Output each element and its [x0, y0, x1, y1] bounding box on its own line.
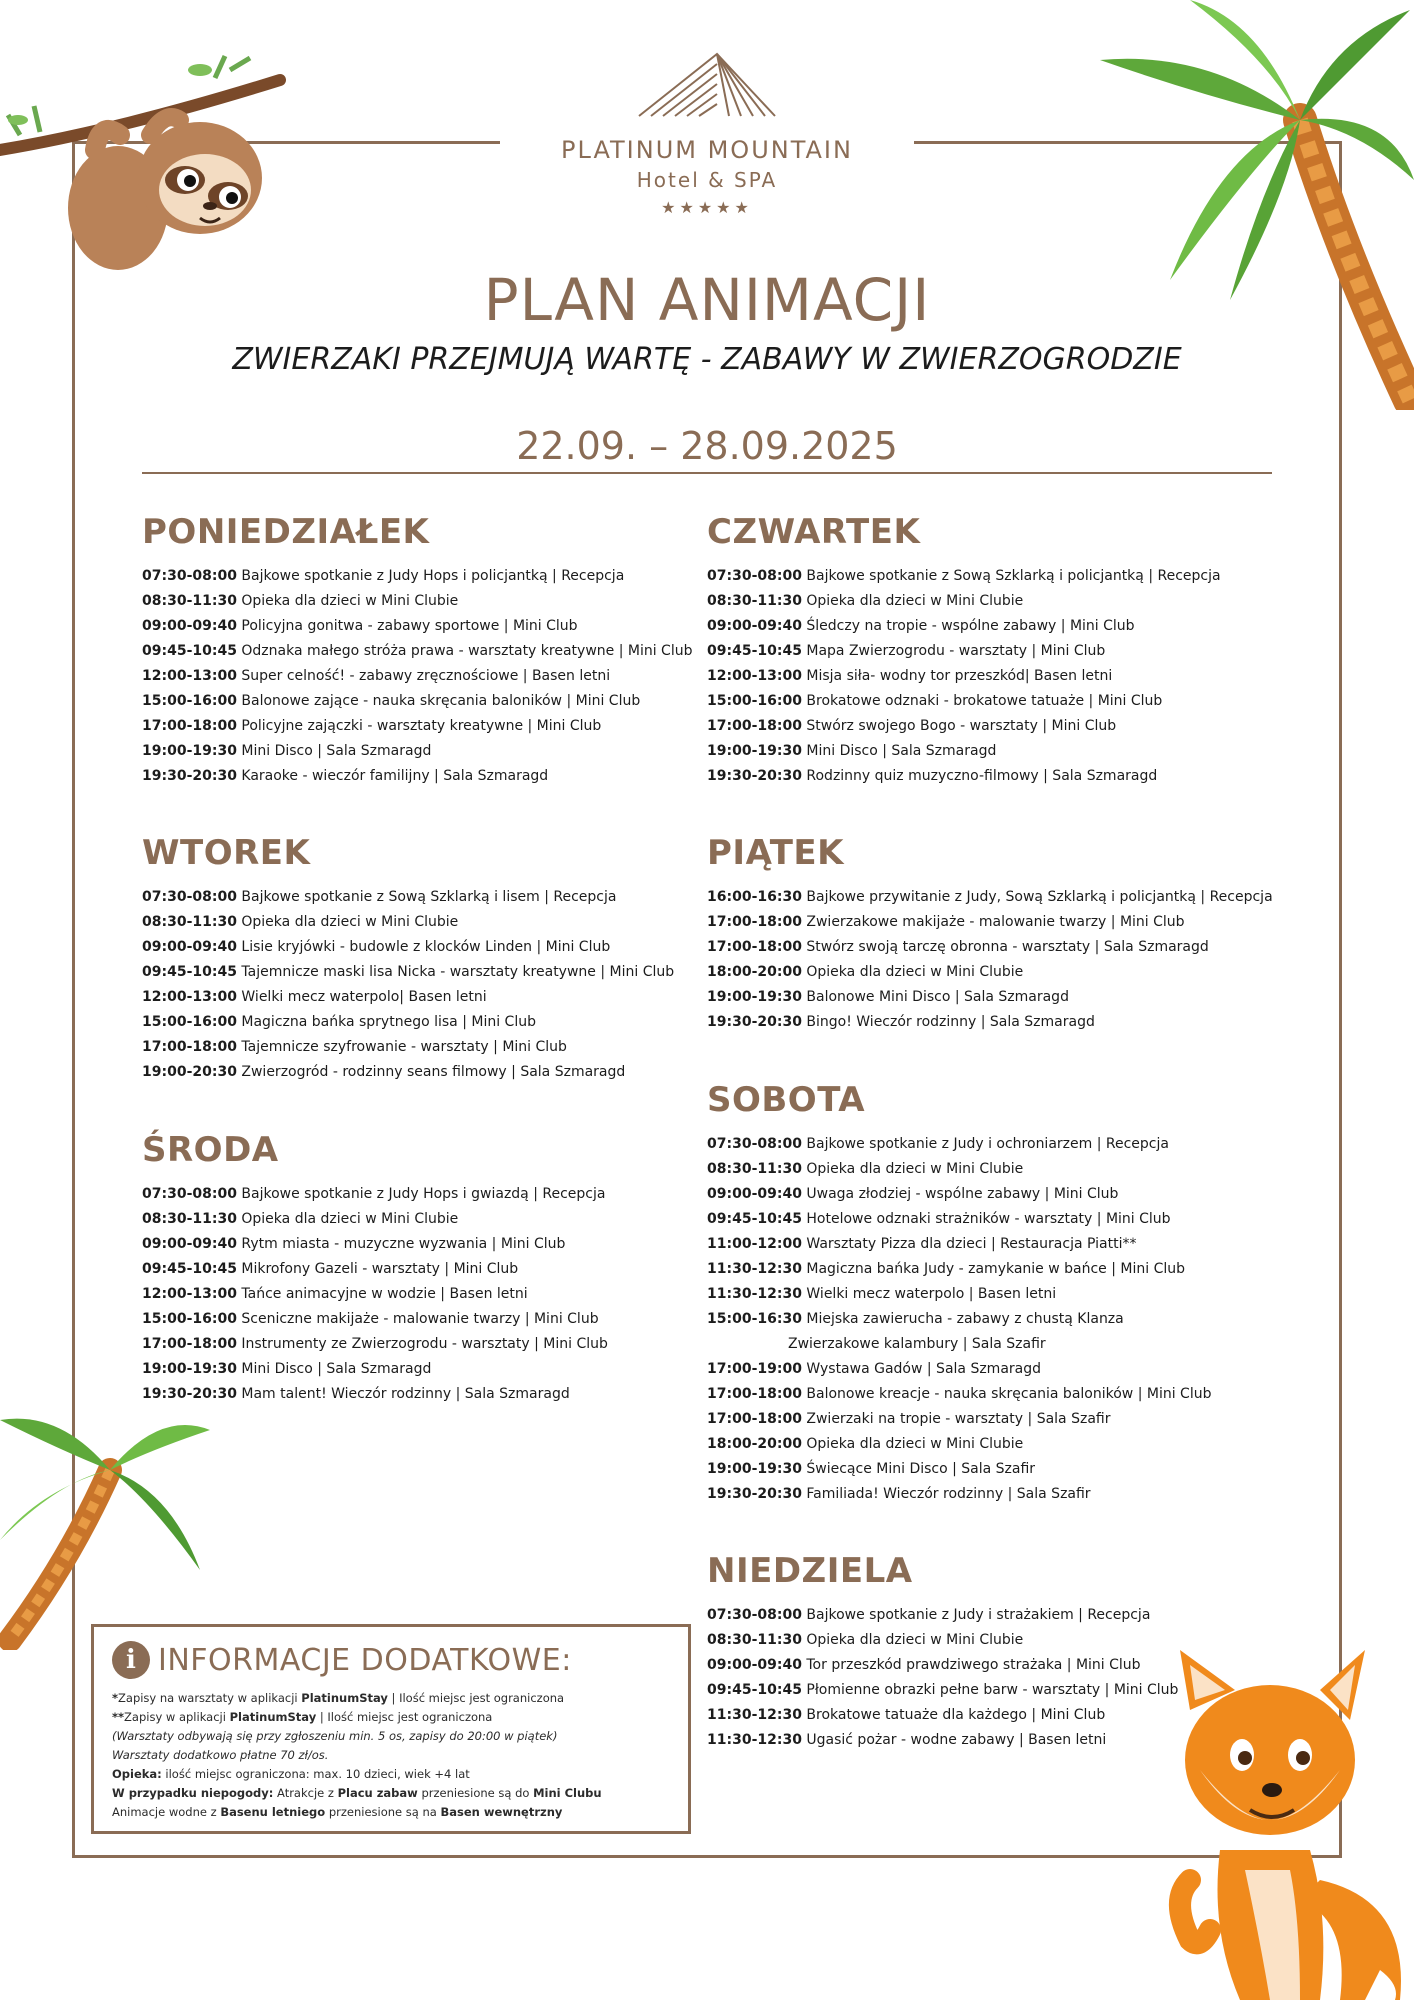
schedule-row — [707, 764, 1297, 789]
event-description: Opieka dla dzieci w Mini Clubie — [236, 1211, 459, 1227]
palm-tree-small-illustration — [0, 1390, 210, 1650]
day-thursday — [707, 512, 1297, 789]
event-time: 17:00-18:00 — [707, 1411, 802, 1427]
event-description: Tajemnicze szyfrowanie - warsztaty | Mini Club — [236, 1039, 567, 1055]
schedule-row — [707, 935, 1297, 960]
event-time: 19:30-20:30 — [142, 1386, 237, 1402]
event-time: 19:30-20:30 — [707, 768, 802, 784]
info-line-1: *Zapisy na warsztaty w aplikacji PlatinumStay | Ilość miejsc jest ograniczona — [112, 1691, 565, 1705]
event-time: 19:00-19:30 — [707, 1461, 802, 1477]
day-wednesday — [142, 1130, 732, 1407]
day-heading: PIĄTEK — [707, 833, 845, 873]
event-description: Tajemnicze maski lisa Nicka - warsztaty kreatywne | Mini Club — [236, 964, 675, 980]
event-time: 19:00-19:30 — [707, 743, 802, 759]
schedule-row — [142, 689, 732, 714]
event-time: 09:00-09:40 — [707, 1657, 802, 1673]
event-description: Policyjna gonitwa - zabawy sportowe | Mini Club — [236, 618, 578, 634]
event-description: Opieka dla dzieci w Mini Clubie — [801, 1632, 1024, 1648]
day-heading: ŚRODA — [142, 1130, 279, 1170]
day-saturday — [707, 1080, 1297, 1507]
event-description: Rytm miasta - muzyczne wyzwania | Mini Club — [236, 1236, 566, 1252]
info-line-3: (Warsztaty odbywają się przy zgłoszeniu min. 5 os, zapisy do 20:00 w piątek) — [112, 1729, 558, 1743]
event-description: Opieka dla dzieci w Mini Clubie — [236, 593, 459, 609]
schedule-row — [142, 910, 732, 935]
event-time: 17:00-18:00 — [707, 939, 802, 955]
day-heading: CZWARTEK — [707, 512, 921, 552]
event-description: Zwierzakowe kalambury | Sala Szafir — [788, 1336, 1046, 1352]
schedule-row — [707, 1678, 1297, 1703]
schedule-row — [707, 1257, 1297, 1282]
info-line-5: Opieka: ilość miejsc ograniczona: max. 10 dzieci, wiek +4 lat — [112, 1767, 470, 1781]
event-description: Rodzinny quiz muzyczno-filmowy | Sala Szmaragd — [801, 768, 1158, 784]
event-description: Misja siła- wodny tor przeszkód| Basen letni — [801, 668, 1113, 684]
event-time: 17:00-18:00 — [142, 1039, 237, 1055]
event-time: 11:00-12:00 — [707, 1236, 802, 1252]
schedule-row — [707, 960, 1297, 985]
schedule-row — [707, 1382, 1297, 1407]
schedule-row — [142, 639, 732, 664]
schedule-row — [707, 1703, 1297, 1728]
schedule-row — [707, 1357, 1297, 1382]
event-time: 08:30-11:30 — [142, 593, 237, 609]
event-description: Brokatowe odznaki - brokatowe tatuaże | Mini Club — [801, 693, 1163, 709]
event-description: Bajkowe spotkanie z Judy i strażakiem | Recepcja — [801, 1607, 1151, 1623]
page-subtitle: ZWIERZAKI PRZEJMUJĄ WARTĘ - ZABAWY W ZWIERZOGRODZIE — [232, 342, 1182, 377]
event-time: 16:00-16:30 — [707, 889, 802, 905]
event-description: Stwórz swoją tarczę obronna - warsztaty | Sala Szmaragd — [801, 939, 1209, 955]
event-description: Bajkowe spotkanie z Judy Hops i gwiazdą | Recepcja — [236, 1186, 606, 1202]
info-header — [112, 1641, 670, 1679]
event-description: Mam talent! Wieczór rodzinny | Sala Szmaragd — [236, 1386, 570, 1402]
page-title: PLAN ANIMACJI — [483, 266, 931, 334]
schedule-row — [142, 764, 732, 789]
event-description: Mini Disco | Sala Szmaragd — [801, 743, 997, 759]
hotel-logo — [560, 52, 854, 218]
event-description: Bajkowe spotkanie z Sową Szklarką i policjantką | Recepcja — [801, 568, 1221, 584]
event-description: Tor przeszkód prawdziwego strażaka | Mini Club — [801, 1657, 1141, 1673]
info-line-4: Warsztaty dodatkowo płatne 70 zł/os. — [112, 1748, 329, 1762]
schedule-row — [707, 1432, 1297, 1457]
event-time: 07:30-08:00 — [142, 889, 237, 905]
event-time: 19:00-20:30 — [142, 1064, 237, 1080]
schedule-row — [707, 1728, 1297, 1753]
schedule-list — [142, 564, 732, 789]
schedule-row — [707, 1457, 1297, 1482]
event-time: 09:00-09:40 — [707, 618, 802, 634]
event-description: Instrumenty ze Zwierzogrodu - warsztaty | Mini Club — [236, 1336, 608, 1352]
event-time: 09:00-09:40 — [142, 939, 237, 955]
event-description: Świecące Mini Disco | Sala Szafir — [801, 1461, 1036, 1477]
schedule-row — [142, 664, 732, 689]
info-line-7: Animacje wodne z Basenu letniego przeniesione są na Basen wewnętrzny — [112, 1805, 563, 1819]
schedule-row — [707, 1307, 1297, 1332]
event-description: Karaoke - wieczór familijny | Sala Szmaragd — [236, 768, 549, 784]
event-time: 19:00-19:30 — [142, 743, 237, 759]
schedule-row — [707, 1603, 1297, 1628]
event-time: 18:00-20:00 — [707, 964, 802, 980]
schedule-row — [707, 1157, 1297, 1182]
schedule-row — [707, 1182, 1297, 1207]
schedule-row — [707, 614, 1297, 639]
day-heading: NIEDZIELA — [707, 1551, 913, 1591]
schedule-row — [142, 1282, 732, 1307]
event-time: 19:00-19:30 — [707, 989, 802, 1005]
schedule-row — [707, 664, 1297, 689]
event-description: Brokatowe tatuaże dla każdego | Mini Club — [801, 1707, 1106, 1723]
event-description: Policyjne zajączki - warsztaty kreatywne | Mini Club — [236, 718, 602, 734]
schedule-row — [142, 1060, 732, 1085]
event-time: 17:00-18:00 — [142, 1336, 237, 1352]
event-description: Wielki mecz waterpolo | Basen letni — [801, 1286, 1057, 1302]
event-description: Opieka dla dzieci w Mini Clubie — [801, 1436, 1024, 1452]
event-time: 09:00-09:40 — [142, 618, 237, 634]
event-time: 18:00-20:00 — [707, 1436, 802, 1452]
schedule-row — [707, 910, 1297, 935]
event-description: Opieka dla dzieci w Mini Clubie — [236, 914, 459, 930]
event-time: 09:45-10:45 — [142, 1261, 237, 1277]
event-time: 12:00-13:00 — [142, 668, 237, 684]
event-time: 09:45-10:45 — [142, 964, 237, 980]
event-description: Tańce animacyjne w wodzie | Basen letni — [236, 1286, 528, 1302]
event-description: Mikrofony Gazeli - warsztaty | Mini Club — [236, 1261, 519, 1277]
schedule-row — [707, 714, 1297, 739]
event-time: 17:00-19:00 — [707, 1361, 802, 1377]
schedule-row — [142, 1382, 732, 1407]
schedule-row — [142, 1035, 732, 1060]
schedule-row — [142, 564, 732, 589]
event-description: Mini Disco | Sala Szmaragd — [236, 1361, 432, 1377]
event-time: 09:45-10:45 — [707, 643, 802, 659]
schedule-row — [707, 1010, 1297, 1035]
schedule-row — [142, 960, 732, 985]
event-time: 12:00-13:00 — [707, 668, 802, 684]
schedule-row — [142, 985, 732, 1010]
day-friday — [707, 833, 1297, 1035]
event-description: Zwierzakowe makijaże - malowanie twarzy | Mini Club — [801, 914, 1185, 930]
event-time: 15:00-16:00 — [142, 1311, 237, 1327]
day-heading: PONIEDZIAŁEK — [142, 512, 430, 552]
event-description: Bajkowe spotkanie z Judy i ochroniarzem | Recepcja — [801, 1136, 1169, 1152]
schedule-row — [142, 1257, 732, 1282]
schedule-list — [707, 885, 1297, 1035]
event-time: 19:30-20:30 — [707, 1014, 802, 1030]
schedule-row — [707, 639, 1297, 664]
schedule-row — [707, 1482, 1297, 1507]
event-time: 07:30-08:00 — [142, 1186, 237, 1202]
day-heading: SOBOTA — [707, 1080, 866, 1120]
schedule-row — [142, 739, 732, 764]
schedule-row — [707, 689, 1297, 714]
event-description: Stwórz swojego Bogo - warsztaty | Mini Club — [801, 718, 1117, 734]
schedule-row — [707, 1653, 1297, 1678]
day-heading: WTOREK — [142, 833, 311, 873]
event-time: 11:30-12:30 — [707, 1732, 802, 1748]
event-time: 15:00-16:30 — [707, 1311, 802, 1327]
hotel-subtitle: Hotel & SPA — [636, 168, 778, 192]
schedule-row — [707, 589, 1297, 614]
event-time: 07:30-08:00 — [707, 568, 802, 584]
schedule-row — [707, 985, 1297, 1010]
event-time: 11:30-12:30 — [707, 1707, 802, 1723]
event-description: Płomienne obrazki pełne barw - warsztaty | Mini Club — [801, 1682, 1179, 1698]
event-time: 19:30-20:30 — [707, 1486, 802, 1502]
event-description: Hotelowe odznaki strażników - warsztaty | Mini Club — [801, 1211, 1171, 1227]
event-time: 09:00-09:40 — [142, 1236, 237, 1252]
event-description: Odznaka małego stróża prawa - warsztaty kreatywne | Mini Club — [236, 643, 693, 659]
schedule-list — [707, 564, 1297, 789]
schedule-row — [142, 1232, 732, 1257]
event-time: 09:45-10:45 — [707, 1211, 802, 1227]
schedule-row — [142, 1010, 732, 1035]
schedule-row — [707, 1232, 1297, 1257]
event-time: 07:30-08:00 — [707, 1136, 802, 1152]
event-description: Bajkowe spotkanie z Judy Hops i policjantką | Recepcja — [236, 568, 625, 584]
event-description: Balonowe kreacje - nauka skręcania baloników | Mini Club — [801, 1386, 1212, 1402]
schedule-row — [142, 885, 732, 910]
sloth-illustration — [0, 40, 300, 280]
event-description: Sceniczne makijaże - malowanie twarzy | Mini Club — [236, 1311, 599, 1327]
schedule-row — [707, 885, 1297, 910]
event-description: Opieka dla dzieci w Mini Clubie — [801, 593, 1024, 609]
event-time: 09:00-09:40 — [707, 1186, 802, 1202]
schedule-row — [142, 935, 732, 960]
event-time: 17:00-18:00 — [142, 718, 237, 734]
day-sunday — [707, 1551, 1297, 1753]
event-description: Zwierzaki na tropie - warsztaty | Sala Szafir — [801, 1411, 1111, 1427]
schedule-row — [707, 1132, 1297, 1157]
event-time: 11:30-12:30 — [707, 1261, 802, 1277]
event-time: 08:30-11:30 — [707, 1161, 802, 1177]
event-description: Mini Disco | Sala Szmaragd — [236, 743, 432, 759]
event-description: Super celność! - zabawy zręcznościowe | Basen letni — [236, 668, 611, 684]
event-time: 08:30-11:30 — [142, 914, 237, 930]
additional-info-box — [91, 1624, 691, 1834]
event-description: Bajkowe spotkanie z Sową Szklarką i lisem | Recepcja — [236, 889, 617, 905]
event-time: 17:00-18:00 — [707, 718, 802, 734]
schedule-row — [142, 1357, 732, 1382]
date-range: 22.09. – 28.09.2025 — [516, 424, 898, 468]
day-tuesday — [142, 833, 732, 1085]
schedule-row — [707, 564, 1297, 589]
event-description: Balonowe zające - nauka skręcania baloników | Mini Club — [236, 693, 641, 709]
event-time: 15:00-16:00 — [142, 1014, 237, 1030]
info-icon: i — [112, 1641, 150, 1679]
info-heading: INFORMACJE DODATKOWE: — [158, 1642, 572, 1678]
event-time: 17:00-18:00 — [707, 914, 802, 930]
event-time: 11:30-12:30 — [707, 1286, 802, 1302]
event-description: Lisie kryjówki - budowle z klocków Linden | Mini Club — [236, 939, 611, 955]
event-description: Familiada! Wieczór rodzinny | Sala Szafir — [801, 1486, 1091, 1502]
event-description: Ugasić pożar - wodne zabawy | Basen letni — [801, 1732, 1107, 1748]
event-time: 12:00-13:00 — [142, 1286, 237, 1302]
event-time: 07:30-08:00 — [707, 1607, 802, 1623]
event-description: Magiczna bańka Judy - zamykanie w bańce | Mini Club — [801, 1261, 1186, 1277]
event-time: 09:45-10:45 — [142, 643, 237, 659]
mountain-logo-icon — [637, 52, 777, 118]
title-divider — [142, 472, 1272, 474]
event-description: Zwierzogród - rodzinny seans filmowy | Sala Szmaragd — [236, 1064, 626, 1080]
event-time: 17:00-18:00 — [707, 1386, 802, 1402]
event-time: 08:30-11:30 — [707, 593, 802, 609]
info-line-6: W przypadku niepogody: Atrakcje z Placu zabaw przeniesione są do Mini Clubu — [112, 1786, 602, 1800]
schedule-list — [142, 885, 732, 1085]
event-time: 09:45-10:45 — [707, 1682, 802, 1698]
schedule-row — [142, 1332, 732, 1357]
schedule-list — [142, 1182, 732, 1407]
event-time: 08:30-11:30 — [142, 1211, 237, 1227]
event-description: Bajkowe przywitanie z Judy, Sową Szklarką i policjantką | Recepcja — [801, 889, 1273, 905]
schedule-row — [707, 1628, 1297, 1653]
event-description: Warsztaty Pizza dla dzieci | Restauracja Piatti** — [801, 1236, 1137, 1252]
info-line-2: **Zapisy w aplikacji PlatinumStay | Ilość miejsc jest ograniczona — [112, 1710, 493, 1724]
hotel-stars: ★★★★★ — [661, 200, 753, 217]
schedule-row — [142, 589, 732, 614]
event-description: Balonowe Mini Disco | Sala Szmaragd — [801, 989, 1069, 1005]
schedule-row — [142, 1207, 732, 1232]
schedule-row — [142, 1307, 732, 1332]
schedule-row — [142, 714, 732, 739]
day-monday — [142, 512, 732, 789]
event-time: 19:00-19:30 — [142, 1361, 237, 1377]
event-time: 15:00-16:00 — [142, 693, 237, 709]
event-description: Opieka dla dzieci w Mini Clubie — [801, 1161, 1024, 1177]
event-description: Mapa Zwierzogrodu - warsztaty | Mini Club — [801, 643, 1106, 659]
schedule-row — [707, 1207, 1297, 1232]
event-time: 19:30-20:30 — [142, 768, 237, 784]
event-description: Uwaga złodziej - wspólne zabawy | Mini Club — [801, 1186, 1119, 1202]
schedule-row — [142, 1182, 732, 1207]
hotel-name: PLATINUM MOUNTAIN — [561, 136, 853, 164]
schedule-row — [707, 1332, 1297, 1357]
event-description: Magiczna bańka sprytnego lisa | Mini Club — [236, 1014, 536, 1030]
event-time: 15:00-16:00 — [707, 693, 802, 709]
event-description: Wielki mecz waterpolo| Basen letni — [236, 989, 487, 1005]
event-time: 12:00-13:00 — [142, 989, 237, 1005]
event-time: 08:30-11:30 — [707, 1632, 802, 1648]
schedule-row — [707, 739, 1297, 764]
event-description: Miejska zawierucha - zabawy z chustą Klanza — [801, 1311, 1124, 1327]
schedule-row — [142, 614, 732, 639]
event-time: 07:30-08:00 — [142, 568, 237, 584]
event-description: Śledczy na tropie - wspólne zabawy | Mini Club — [801, 618, 1135, 634]
schedule-list — [707, 1603, 1297, 1753]
schedule-row — [707, 1282, 1297, 1307]
event-description: Bingo! Wieczór rodzinny | Sala Szmaragd — [801, 1014, 1095, 1030]
event-description: Wystawa Gadów | Sala Szmaragd — [801, 1361, 1042, 1377]
schedule-list — [707, 1132, 1297, 1507]
schedule-row — [707, 1407, 1297, 1432]
event-description: Opieka dla dzieci w Mini Clubie — [801, 964, 1024, 980]
